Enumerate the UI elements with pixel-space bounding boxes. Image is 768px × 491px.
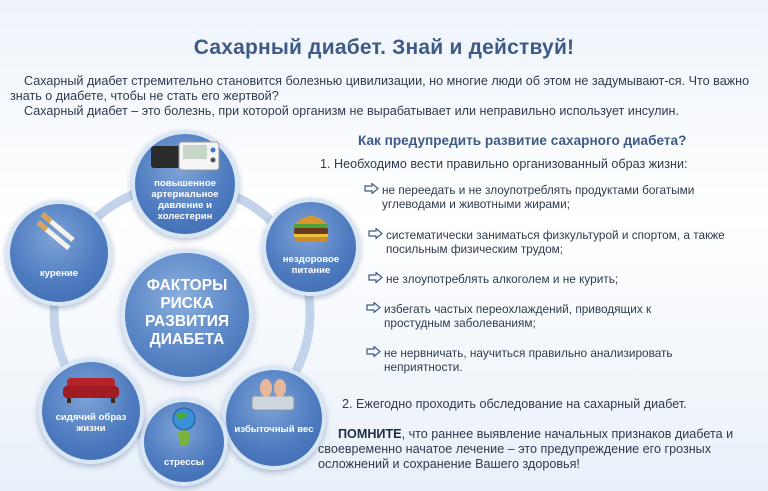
factor-label: нездоровое питание [282,254,340,276]
arrow-right-icon [368,272,383,283]
factor-smoking [6,200,112,306]
cigarettes-icon [30,212,80,252]
blood-pressure-monitor-icon [149,140,221,174]
arrow-right-icon [368,228,383,239]
factor-label: стрессы [164,457,204,468]
prevention-bullet [386,228,756,256]
globe-figure-icon [164,406,204,448]
prevention-bullet [382,183,757,211]
bullet-text: не злоупотреблять алкоголем и не курить; [386,272,619,286]
arrow-right-icon [366,346,381,357]
page-title: Сахарный диабет. Знай и действуй! [193,36,575,59]
factor-label: повышенное артериальное давление и холестерин [151,178,219,222]
factor-label: сидячий образ жизни [55,412,127,434]
bullet-text: не переедать и не злоупотреблять продуктами богатыми углеводами и животными жирами; [382,183,695,211]
remember-word: ПОМНИТЕ [338,427,402,441]
factor-overweight [222,366,326,470]
prevention-heading: Как предупредить развитие сахарного диабета? [358,133,687,148]
factor-label: избыточный вес [234,424,314,435]
bullet-text: избегать частых переохлаждений, приводящих к простудным заболеваниям; [384,302,652,330]
bullet-text: систематически заниматься физкультурой и спортом, а также посильным физическим трудом; [386,228,725,256]
scale-icon [248,374,298,412]
factor-label: курение [39,268,79,279]
arrow-right-icon [366,302,381,313]
prevention-point-2: 2. Ежегодно проходить обследование на сахарный диабет. [342,397,687,411]
diagram-center-label: ФАКТОРЫ РИСКА РАЗВИТИЯ ДИАБЕТА [145,277,229,348]
prevention-bullet [384,346,729,374]
remember-text: , что раннее выявление начальных признаков диабета и своевременно начатое лечение – это предупреждение его грозных осложнений и сохранение Вашего здоровья! [318,427,734,471]
prevention-bullet [384,302,714,330]
intro-paragraph-1: Сахарный диабет стремительно становится болезнью цивилизации, но многие люди об этом не задумывают-ся. Что важно знать о диабете, чтобы не стать его жертвой? [10,74,750,103]
arrow-right-icon [364,183,379,194]
factor-blood-pressure [131,130,239,238]
remember-note [318,427,758,472]
factor-unhealthy-food [262,198,360,296]
sofa-icon [61,374,121,406]
prevention-point-1: 1. Необходимо вести правильно организованный образ жизни: [320,157,688,171]
intro-paragraph-2: Сахарный диабет – это болезнь, при которой организм не вырабатывает или неправильно использует инсулин. [24,104,679,118]
burger-icon [291,210,331,244]
factor-stress [140,398,228,486]
factor-sedentary [38,358,144,464]
diagram-center [121,249,253,381]
prevention-bullet [386,272,756,286]
bullet-text: не нервничать, научиться правильно анализировать неприятности. [384,346,673,374]
